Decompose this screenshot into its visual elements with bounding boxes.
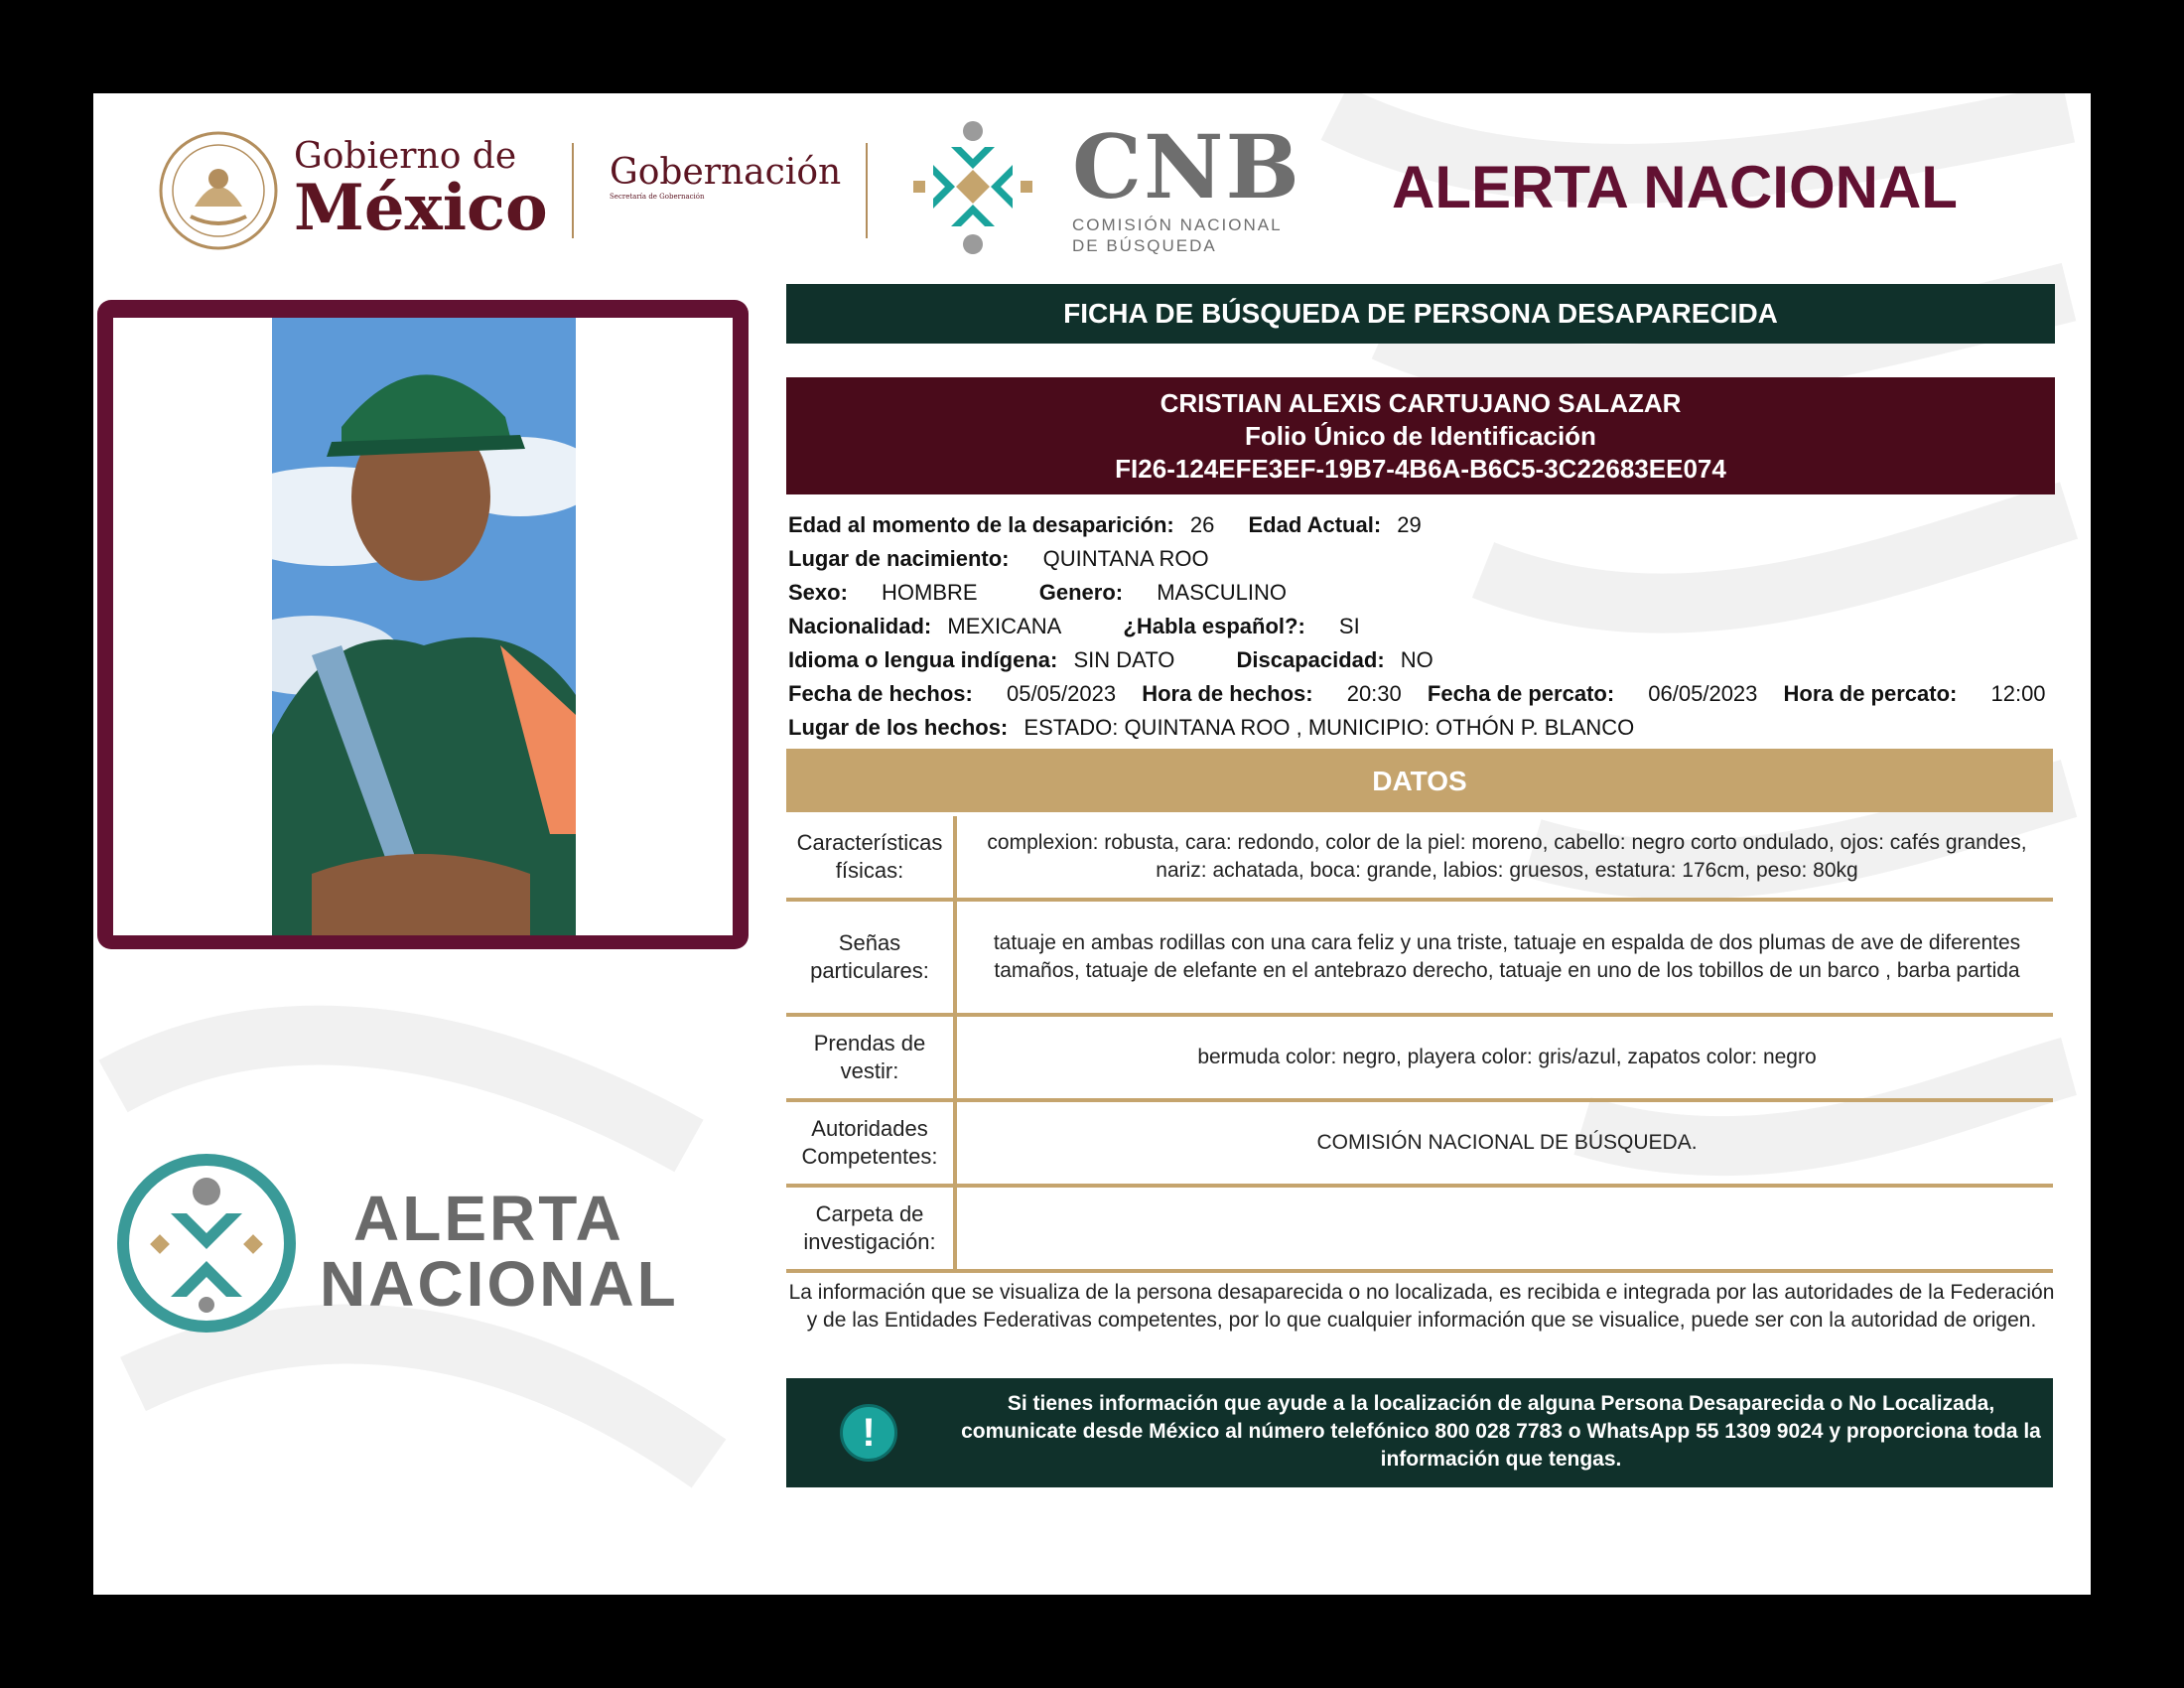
habla-espanol-label: ¿Habla español?: <box>1123 614 1305 638</box>
alerta-word: ALERTA <box>353 1183 624 1254</box>
lugar-nacimiento-label: Lugar de nacimiento: <box>788 546 1010 571</box>
fecha-hechos-value: 05/05/2023 <box>1006 681 1117 706</box>
alerta-nacional-logo-icon <box>115 1152 298 1335</box>
lugar-hechos-value: ESTADO: QUINTANA ROO , MUNICIPIO: OTHÓN P. BLANCO <box>1024 715 1635 740</box>
datos-row-senas <box>786 902 2053 1017</box>
hora-percato-value: 12:00 <box>1990 681 2046 706</box>
nacionalidad-label: Nacionalidad: <box>788 614 932 638</box>
genero-label: Genero: <box>1038 580 1124 605</box>
genero-value: MASCULINO <box>1157 580 1288 605</box>
person-header <box>786 377 2055 494</box>
info-row <box>788 576 2069 610</box>
datos-value <box>961 1188 2053 1269</box>
folio-value: FI26-124EFE3EF-19B7-4B6A-B6C5-3C22683EE074 <box>1115 454 1726 484</box>
datos-row-autoridades <box>786 1102 2053 1188</box>
contact-callout <box>786 1378 2053 1487</box>
edad-desaparicion-value: 26 <box>1189 512 1215 537</box>
datos-row-carpeta <box>786 1188 2053 1273</box>
datos-label: Prendas de vestir: <box>786 1017 957 1098</box>
gobierno-line2: México <box>294 171 548 245</box>
cnb-wordmark <box>1072 115 1301 256</box>
gobierno-line1: Gobierno de <box>294 136 517 177</box>
datos-row-caracteristicas <box>786 816 2053 902</box>
idioma-value: SIN DATO <box>1073 647 1175 672</box>
info-row <box>788 508 2069 542</box>
datos-value: complexion: robusta, cara: redondo, color de la piel: moreno, cabello: negro corto ondulado, ojos: cafés grandes, nariz: achatada, boca: grande, labios: gruesos, estatura: 176cm, peso: 80kg <box>987 831 2027 882</box>
datos-label: Autoridades Competentes: <box>786 1102 957 1184</box>
datos-header: DATOS <box>786 749 2053 812</box>
edad-actual-value: 29 <box>1397 512 1422 537</box>
info-row <box>788 711 2069 745</box>
datos-label: Señas particulares: <box>786 902 957 1013</box>
edad-desaparicion-label: Edad al momento de la desaparición: <box>788 512 1174 537</box>
hora-hechos-value: 20:30 <box>1346 681 1402 706</box>
photo-frame <box>97 300 749 949</box>
idioma-label: Idioma o lengua indígena: <box>788 647 1058 672</box>
nacionalidad-value: MEXICANA <box>947 614 1062 638</box>
alert-sheet <box>93 93 2091 1595</box>
datos-label: Carpeta de investigación: <box>786 1188 957 1269</box>
sexo-label: Sexo: <box>788 580 848 605</box>
person-info <box>788 508 2069 745</box>
lugar-hechos-label: Lugar de los hechos: <box>788 715 1009 740</box>
discapacidad-label: Discapacidad: <box>1236 647 1385 672</box>
info-row <box>788 610 2069 643</box>
person-name: CRISTIAN ALEXIS CARTUJANO SALAZAR <box>1160 388 1682 418</box>
datos-row-prendas <box>786 1017 2053 1102</box>
header-divider <box>572 143 574 238</box>
sexo-value: HOMBRE <box>882 580 978 605</box>
fecha-percato-label: Fecha de percato: <box>1427 681 1615 706</box>
photo-background <box>113 318 733 935</box>
hora-percato-label: Hora de percato: <box>1783 681 1958 706</box>
edad-actual-label: Edad Actual: <box>1248 512 1382 537</box>
fecha-hechos-label: Fecha de hechos: <box>788 681 973 706</box>
nacional-word: NACIONAL <box>320 1248 679 1320</box>
fecha-percato-value: 06/05/2023 <box>1648 681 1758 706</box>
datos-value: bermuda color: negro, playera color: gris/azul, zapatos color: negro <box>1197 1046 1817 1068</box>
disclaimer-text: La información que se visualiza de la persona desaparecida o no localizada, es recibida e integrada por las autoridades de la Federación y de las Entidades Federativas competentes, por lo que cualquier información que se visualice, puede ser con la autoridad de origen. <box>788 1281 2055 1332</box>
info-row <box>788 542 2069 576</box>
habla-espanol-value: SI <box>1338 614 1360 638</box>
header-divider <box>866 143 868 238</box>
gobierno-de-mexico-wordmark <box>294 136 548 245</box>
datos-label: Características físicas: <box>786 816 957 898</box>
cnb-line2: DE BÚSQUEDA <box>1072 236 1217 255</box>
datos-value: tatuaje en ambas rodillas con una cara feliz y una triste, tatuaje en espalda de dos plumas de ave de diferentes tamaños, tatuaje de elefante en el antebrazo derecho, tatuaje en uno de los tobillos de un barco , barba partida <box>993 931 2021 982</box>
exclamation-icon: ! <box>840 1404 897 1462</box>
alerta-nacional-title: ALERTA NACIONAL <box>1392 154 1958 220</box>
ficha-title: FICHA DE BÚSQUEDA DE PERSONA DESAPARECIDA <box>786 284 2055 344</box>
info-row <box>788 643 2069 677</box>
lugar-nacimiento-value: QUINTANA ROO <box>1042 546 1209 571</box>
cnb-line1: COMISIÓN NACIONAL <box>1072 215 1283 234</box>
mexico-coat-of-arms-icon <box>155 127 282 254</box>
datos-value: COMISIÓN NACIONAL DE BÚSQUEDA. <box>1316 1131 1698 1154</box>
cnb-logo-icon <box>893 107 1052 266</box>
gobernacion-wordmark <box>610 153 841 201</box>
info-row <box>788 677 2069 711</box>
discapacidad-value: NO <box>1400 647 1433 672</box>
hora-hechos-label: Hora de hechos: <box>1142 681 1313 706</box>
person-photo <box>272 318 576 935</box>
gobernacion-title: Gobernación <box>610 152 842 193</box>
contact-text: Si tienes información que ayude a la localización de alguna Persona Desaparecida o No Localizada, comunicate desde México al número telefónico 800 028 7783 o WhatsApp 55 1309 9024 y proporciona toda la información que tengas. <box>961 1392 2041 1471</box>
folio-label: Folio Único de Identificación <box>1245 421 1596 451</box>
alerta-nacional-wordmark <box>320 1183 679 1320</box>
gobernacion-subtitle: Secretaría de Gobernación <box>610 193 705 201</box>
cnb-acronym: CNB <box>1072 115 1301 218</box>
